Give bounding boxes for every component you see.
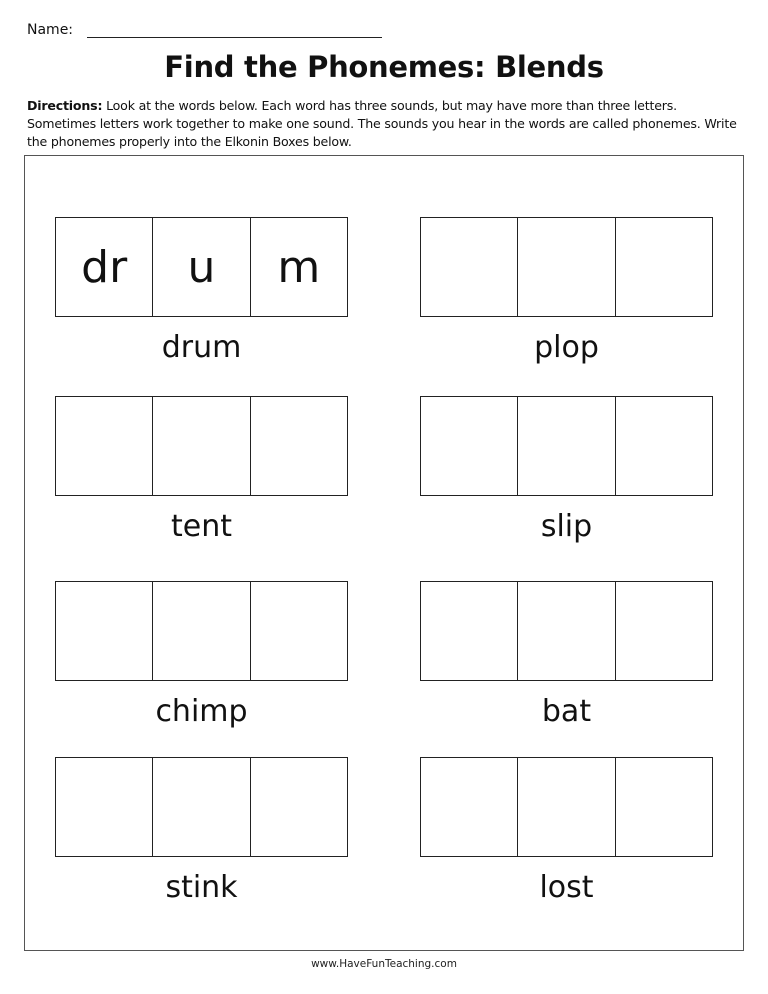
phoneme-box[interactable]: m [277, 241, 321, 293]
phoneme-box[interactable] [518, 218, 615, 316]
worksheet-frame [24, 155, 744, 951]
phoneme-box[interactable] [616, 758, 712, 856]
phoneme-box[interactable] [153, 758, 250, 856]
word-item-chimp [55, 581, 348, 729]
phoneme-box[interactable] [421, 582, 518, 680]
worksheet-title: Find the Phonemes: Blends [164, 50, 604, 84]
elkonin-boxes [420, 757, 713, 857]
name-row [27, 22, 382, 38]
word-label: slip [540, 509, 593, 544]
name-label: Name: [27, 22, 74, 38]
phoneme-box[interactable] [56, 758, 153, 856]
phoneme-box[interactable] [251, 758, 347, 856]
phoneme-box[interactable]: dr [56, 218, 153, 316]
phoneme-box[interactable] [153, 582, 250, 680]
elkonin-boxes [55, 217, 348, 317]
phoneme-box[interactable] [56, 397, 153, 495]
phoneme-box[interactable] [616, 582, 712, 680]
phoneme-box[interactable] [518, 397, 615, 495]
phoneme-box[interactable] [421, 758, 518, 856]
phoneme-box[interactable] [421, 397, 518, 495]
elkonin-boxes [420, 396, 713, 496]
word-item-stink [55, 757, 348, 905]
word-item-bat [420, 581, 713, 729]
name-input-line[interactable] [87, 23, 382, 38]
phoneme-box[interactable] [518, 582, 615, 680]
elkonin-boxes [55, 757, 348, 857]
word-item-lost [420, 757, 713, 905]
phoneme-box[interactable] [251, 582, 347, 680]
phoneme-box[interactable] [153, 397, 250, 495]
word-item-plop [420, 217, 713, 365]
phoneme-box[interactable] [616, 397, 712, 495]
phoneme-box[interactable]: u [153, 218, 250, 316]
phoneme-box[interactable] [421, 218, 518, 316]
word-item-tent [55, 396, 348, 544]
phoneme-box[interactable] [251, 397, 347, 495]
footer-website: www.HaveFunTeaching.com [311, 958, 457, 970]
phoneme-box[interactable] [616, 218, 712, 316]
word-label: plop [534, 330, 599, 365]
word-label: chimp [155, 694, 248, 729]
word-label: stink [165, 870, 238, 905]
directions-text: Look at the words below. Each word has three sounds, but may have more than three letters. Sometimes letters work together to make one sound. The sounds you hear in the words are called phonemes. Write the phonemes properly into the Elkonin Boxes below. [27, 98, 737, 149]
elkonin-boxes [55, 581, 348, 681]
elkonin-boxes [420, 581, 713, 681]
word-item-slip [420, 396, 713, 544]
phoneme-box[interactable] [518, 758, 615, 856]
elkonin-boxes [420, 217, 713, 317]
word-item-drum [55, 217, 348, 365]
word-label: bat [541, 694, 592, 729]
directions-label: Directions: [27, 98, 103, 113]
directions [27, 97, 747, 151]
elkonin-boxes [55, 396, 348, 496]
word-label: tent [171, 509, 232, 544]
word-label: lost [539, 870, 594, 905]
word-label: drum [161, 330, 242, 365]
phoneme-box[interactable] [56, 582, 153, 680]
